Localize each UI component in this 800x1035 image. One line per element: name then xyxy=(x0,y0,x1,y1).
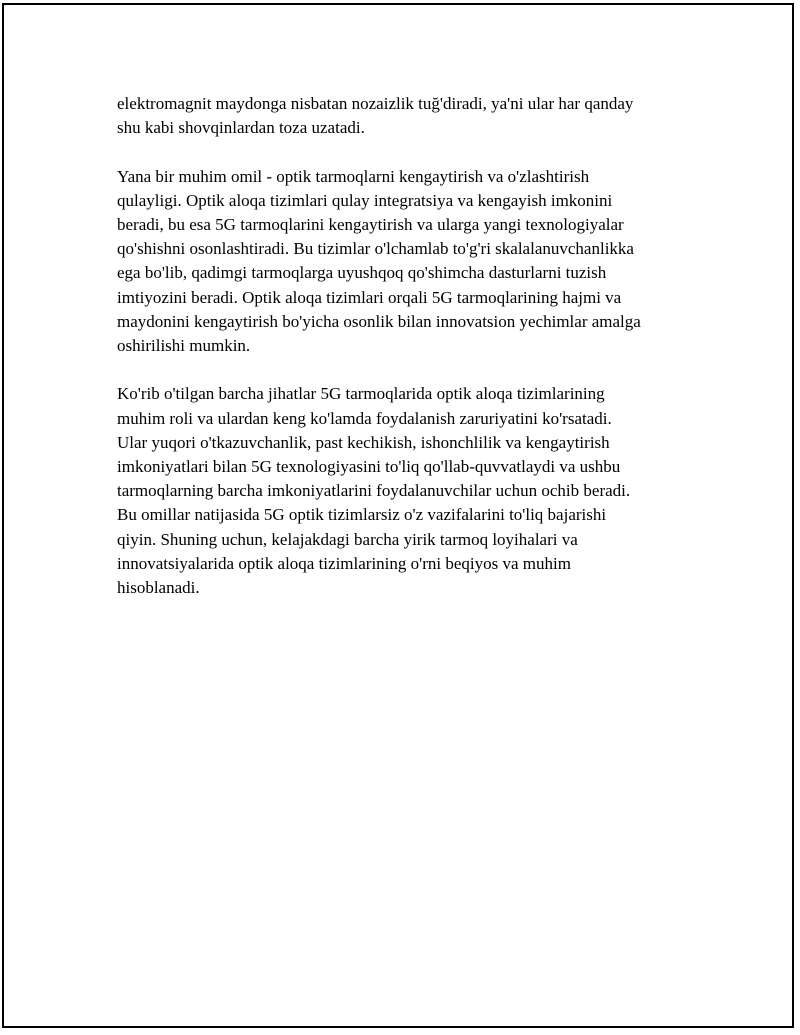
paragraph-1: elektromagnit maydonga nisbatan nozaizlik tuğ'diradi, ya'ni ular har qanday shu kabi shovqinlardan toza uzatadi. xyxy=(117,94,634,138)
paragraph-2: Yana bir muhim omil - optik tarmoqlarni kengaytirish va o'zlashtirish qulayligi. Optik aloqa tizimlari qulay integratsiya va kengayish imkonini beradi, bu esa 5G tarmoqlarini kengaytirish va ularga yangi texnologiyalar qo'shishni osonlashtiradi. Bu tizimlar o'lchamlab to'g'ri skalalanuvchanlikka ega bo'lib, qadimgi tarmoqlarga uyushqoq qo'shimcha dasturlarni tuzish imtiyozini beradi. Optik aloqa tizimlari orqali 5G tarmoqlarining hajmi va maydonini kengaytirish bo'yicha osonlik bilan innovatsion yechimlar amalga oshirilishi mumkin. xyxy=(117,166,641,356)
document-body xyxy=(117,92,707,624)
paragraph-3: Ko'rib o'tilgan barcha jihatlar 5G tarmoqlarida optik aloqa tizimlarining muhim roli va ulardan keng ko'lamda foydalanish zaruriyatini ko'rsatadi. Ular yuqori o'tkazuvchanlik, past kechikish, ishonchlilik va kengaytirish imkoniyatlari bilan 5G texnologiyasini to'liq qo'llab-quvvatlaydi va ushbu tarmoqlarning barcha imkoniyatlarini foydalanuvchilar uchun ochib beradi. Bu omillar natijasida 5G optik tizimlarsiz o'z vazifalarini to'liq bajarishi qiyin. Shuning uchun, kelajakdagi barcha yirik tarmoq loyihalari va innovatsiyalarida optik aloqa tizimlarining o'rni beqiyos va muhim hisoblanadi. xyxy=(117,384,631,598)
